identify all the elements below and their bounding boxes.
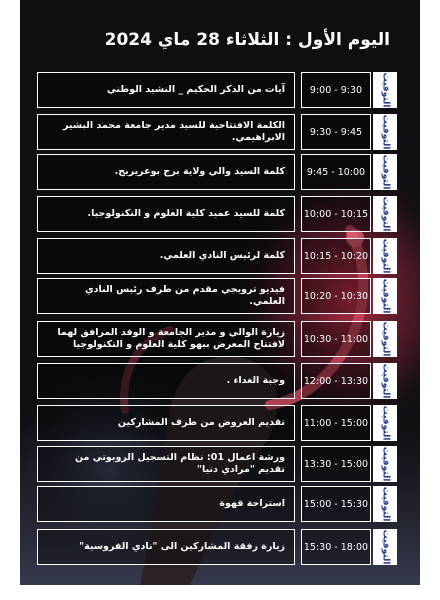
activity-cell: تقديم العروض من طرف المشاركين: [37, 405, 295, 441]
time-label-text: التوقيت: [380, 405, 390, 441]
schedule-row: [37, 363, 400, 399]
schedule-row: [37, 196, 400, 232]
time-cell: 9:00 - 9:30: [301, 72, 371, 108]
time-label-tag: [373, 196, 397, 232]
time-label-text: التوقيت: [380, 529, 390, 565]
schedule-row: [37, 446, 400, 482]
time-label-text: التوقيت: [380, 238, 390, 274]
schedule-row: [37, 154, 400, 190]
schedule-row: [37, 321, 400, 357]
time-cell: 13:30 - 15:00: [301, 446, 371, 482]
schedule-row: [37, 405, 400, 441]
time-label-text: التوقيت: [380, 114, 390, 150]
time-label-text: التوقيت: [380, 446, 390, 482]
time-label-tag: [373, 405, 397, 441]
time-label-tag: [373, 363, 397, 399]
activity-cell: آيات من الذكر الحكيم _ النشيد الوطني: [37, 72, 295, 108]
activity-cell: ورشة اعمال 01: نظام التسجيل الروبوتي من تقديم "مرادي دنيا": [37, 446, 295, 482]
activity-cell: الكلمة الافتتاحية للسيد مدير جامعة محمد البشير الابراهيمي.: [37, 114, 295, 150]
schedule-poster: [20, 0, 420, 585]
schedule-row: [37, 114, 400, 150]
time-label-tag: [373, 114, 397, 150]
time-label-text: التوقيت: [380, 486, 390, 522]
page-title: اليوم الأول : الثلاثاء 28 ماي 2024: [104, 30, 390, 50]
time-label-tag: [373, 446, 397, 482]
time-cell: 11:00 - 15:00: [301, 405, 371, 441]
time-cell: 10:15 - 10:20: [301, 238, 371, 274]
time-label-tag: [373, 529, 397, 565]
activity-cell: وجبة الغداء .: [37, 363, 295, 399]
time-label-text: التوقيت: [380, 321, 390, 357]
activity-cell: كلمة لرئيس النادي العلمي.: [37, 238, 295, 274]
time-cell: 12:00 - 13:30: [301, 363, 371, 399]
time-label-tag: [373, 486, 397, 522]
time-label-text: التوقيت: [380, 154, 390, 190]
time-label-tag: [373, 321, 397, 357]
activity-cell: كلمة السيد والي ولاية برج بوعريريج.: [37, 154, 295, 190]
activity-cell: كلمة للسيد عميد كلية العلوم و التكنولوجيا.: [37, 196, 295, 232]
time-cell: 10:20 - 10:30: [301, 278, 371, 314]
schedule-row: [37, 72, 400, 108]
schedule-row: [37, 529, 400, 565]
time-cell: 15:30 - 18:00: [301, 529, 371, 565]
time-label-tag: [373, 278, 397, 314]
activity-cell: زيارة رفقة المشاركين الى "نادي الفروسية": [37, 529, 295, 565]
time-cell: 9:30 - 9:45: [301, 114, 371, 150]
time-label-text: التوقيت: [380, 196, 390, 232]
activity-cell: استراحة قهوة: [37, 486, 295, 522]
time-label-tag: [373, 72, 397, 108]
schedule-row: [37, 238, 400, 274]
time-label-text: التوقيت: [380, 363, 390, 399]
activity-cell: فيديو ترويجي مقدم من طرف رئيس النادي العلمي.: [37, 278, 295, 314]
time-cell: 9:45 - 10:00: [301, 154, 371, 190]
time-label-tag: [373, 238, 397, 274]
time-label-text: التوقيت: [380, 278, 390, 314]
activity-cell: زيارة الوالي و مدير الجامعة و الوفد المرافق لهما لافتتاح المعرض ببهو كلية العلوم و التكنولوجيا: [37, 321, 295, 357]
time-label-tag: [373, 154, 397, 190]
schedule-list: [20, 0, 420, 585]
time-cell: 15:00 - 15:30: [301, 486, 371, 522]
schedule-row: [37, 278, 400, 314]
time-cell: 10:30 - 11:00: [301, 321, 371, 357]
time-cell: 10:00 - 10:15: [301, 196, 371, 232]
schedule-row: [37, 486, 400, 522]
time-label-text: التوقيت: [380, 72, 390, 108]
